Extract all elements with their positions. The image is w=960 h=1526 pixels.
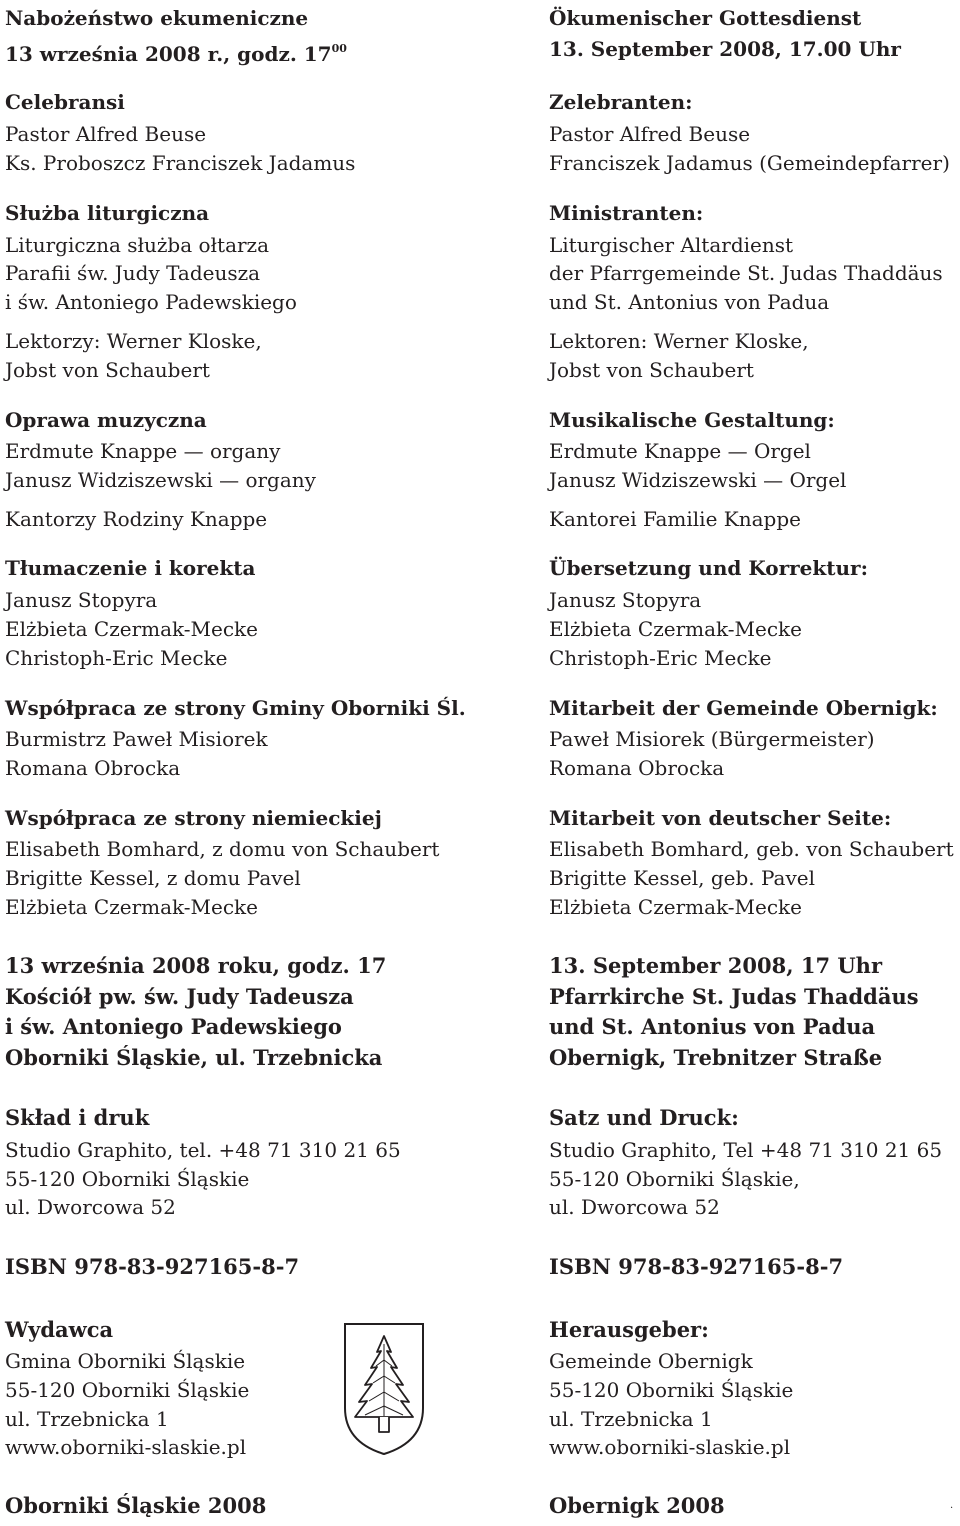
pl-publisher-heading: Wydawca [5, 1317, 114, 1342]
pl-music-heading: Oprawa muzyczna [5, 408, 207, 432]
de-publisher-heading: Herausgeber: [549, 1317, 709, 1342]
de-celebrants-line: Franciszek Jadamus (Gemeindepfarrer) [549, 151, 950, 175]
pl-readers-line: Lektorzy: Werner Kloske, [5, 329, 262, 353]
pl-liturgy-line: i św. Antoniego Padewskiego [5, 290, 297, 314]
de-choir: Kantorei Familie Knappe [549, 507, 801, 531]
de-date: 13. September 2008, 17.00 Uhr [549, 37, 901, 61]
de-print-line: ul. Dworcowa 52 [549, 1195, 720, 1219]
de-celebrants-line: Pastor Alfred Beuse [549, 122, 751, 146]
pl-municipality-heading: Współpraca ze strony Gminy Oborniki Śl. [5, 696, 466, 720]
de-publisher-line: ul. Trzebnicka 1 [549, 1407, 713, 1431]
pl-isbn: ISBN 978-83-927165-8-7 [5, 1254, 300, 1279]
de-municipality-line: Romana Obrocka [549, 756, 725, 780]
de-municipality-line: Paweł Misiorek (Bürgermeister) [549, 727, 875, 751]
pl-publisher-line: ul. Trzebnicka 1 [5, 1407, 169, 1431]
pl-music-line: Janusz Widziszewski — organy [5, 468, 316, 492]
de-event-line: Obernigk, Trebnitzer Straße [549, 1045, 883, 1070]
de-liturgy-line: Liturgischer Altardienst [549, 233, 794, 257]
pl-translation-line: Janusz Stopyra [5, 588, 158, 612]
pl-print-heading: Skład i druk [5, 1105, 150, 1130]
de-celebrants-heading: Zelebranten: [549, 90, 693, 114]
pl-title: Nabożeństwo ekumeniczne [5, 6, 309, 30]
de-print-line: Studio Graphito, Tel +48 71 310 21 65 [549, 1138, 943, 1162]
de-translation-line: Elżbieta Czermak-Mecke [549, 617, 803, 641]
de-footer: Obernigk 2008 [549, 1493, 725, 1518]
pl-publisher-line: 55-120 Oborniki Śląskie [5, 1378, 250, 1402]
pl-date-sup: 00 [331, 42, 347, 55]
de-publisher-line: www.oborniki-slaskie.pl [549, 1435, 791, 1459]
de-municipality-heading: Mitarbeit der Gemeinde Obernigk: [549, 696, 938, 720]
coat-of-arms-fir-tree-icon [343, 1322, 425, 1456]
decorative-dot: . [950, 1500, 954, 1511]
de-german-side-heading: Mitarbeit von deutscher Seite: [549, 806, 892, 830]
pl-liturgy-line: Liturgiczna służba ołtarza [5, 233, 270, 257]
pl-german-side-heading: Współpraca ze strony niemieckiej [5, 806, 382, 830]
de-german-side-line: Elżbieta Czermak-Mecke [549, 895, 803, 919]
pl-translation-line: Elżbieta Czermak-Mecke [5, 617, 259, 641]
pl-print-line: ul. Dworcowa 52 [5, 1195, 176, 1219]
pl-publisher-line: www.oborniki-slaskie.pl [5, 1435, 247, 1459]
pl-choir: Kantorzy Rodziny Knappe [5, 507, 268, 531]
pl-liturgy-line: Parafii św. Judy Tadeusza [5, 261, 261, 285]
de-title: Ökumenischer Gottesdienst [549, 6, 862, 30]
de-event-line: 13. September 2008, 17 Uhr [549, 953, 883, 978]
de-music-line: Erdmute Knappe — Orgel [549, 439, 811, 463]
de-music-heading: Musikalische Gestaltung: [549, 408, 835, 432]
de-german-side-line: Brigitte Kessel, geb. Pavel [549, 866, 816, 890]
de-isbn: ISBN 978-83-927165-8-7 [549, 1254, 844, 1279]
pl-print-line: Studio Graphito, tel. +48 71 310 21 65 [5, 1138, 401, 1162]
de-event-line: und St. Antonius von Padua [549, 1014, 876, 1039]
pl-date-text: 13 września 2008 r., godz. 17 [5, 42, 332, 66]
pl-celebrants-line: Ks. Proboszcz Franciszek Jadamus [5, 151, 356, 175]
de-translation-heading: Übersetzung und Korrektur: [549, 556, 868, 580]
pl-celebrants-heading: Celebransi [5, 90, 125, 114]
pl-liturgy-heading: Służba liturgiczna [5, 201, 210, 225]
pl-event-line: i św. Antoniego Padewskiego [5, 1014, 342, 1039]
de-publisher-line: Gemeinde Obernigk [549, 1349, 753, 1373]
pl-event-line: 13 września 2008 roku, godz. 17 [5, 953, 387, 978]
de-readers-line: Jobst von Schaubert [549, 358, 754, 382]
pl-date [5, 37, 347, 66]
de-german-side-line: Elisabeth Bomhard, geb. von Schaubert [549, 837, 954, 861]
pl-german-side-line: Brigitte Kessel, z domu Pavel [5, 866, 301, 890]
pl-event-line: Kościół pw. św. Judy Tadeusza [5, 984, 354, 1009]
pl-municipality-line: Burmistrz Paweł Misiorek [5, 727, 268, 751]
de-print-line: 55-120 Oborniki Śląskie, [549, 1167, 800, 1191]
pl-publisher-line: Gmina Oborniki Śląskie [5, 1349, 246, 1373]
pl-event-line: Oborniki Śląskie, ul. Trzebnicka [5, 1045, 383, 1070]
pl-translation-line: Christoph-Eric Mecke [5, 646, 228, 670]
pl-municipality-line: Romana Obrocka [5, 756, 181, 780]
de-music-line: Janusz Widziszewski — Orgel [549, 468, 847, 492]
pl-celebrants-line: Pastor Alfred Beuse [5, 122, 207, 146]
pl-readers-line: Jobst von Schaubert [5, 358, 210, 382]
pl-print-line: 55-120 Oborniki Śląskie [5, 1167, 250, 1191]
de-translation-line: Christoph-Eric Mecke [549, 646, 772, 670]
de-event-line: Pfarrkirche St. Judas Thaddäus [549, 984, 919, 1009]
de-publisher-line: 55-120 Oborniki Śląskie [549, 1378, 794, 1402]
pl-footer: Oborniki Śląskie 2008 [5, 1493, 267, 1518]
de-liturgy-line: der Pfarrgemeinde St. Judas Thaddäus [549, 261, 943, 285]
pl-music-line: Erdmute Knappe — organy [5, 439, 281, 463]
pl-translation-heading: Tłumaczenie i korekta [5, 556, 256, 580]
pl-german-side-line: Elżbieta Czermak-Mecke [5, 895, 259, 919]
de-liturgy-line: und St. Antonius von Padua [549, 290, 830, 314]
de-translation-line: Janusz Stopyra [549, 588, 702, 612]
de-liturgy-heading: Ministranten: [549, 201, 704, 225]
de-print-heading: Satz und Druck: [549, 1105, 739, 1130]
de-readers-line: Lektoren: Werner Kloske, [549, 329, 809, 353]
pl-german-side-line: Elisabeth Bomhard, z domu von Schaubert [5, 837, 440, 861]
